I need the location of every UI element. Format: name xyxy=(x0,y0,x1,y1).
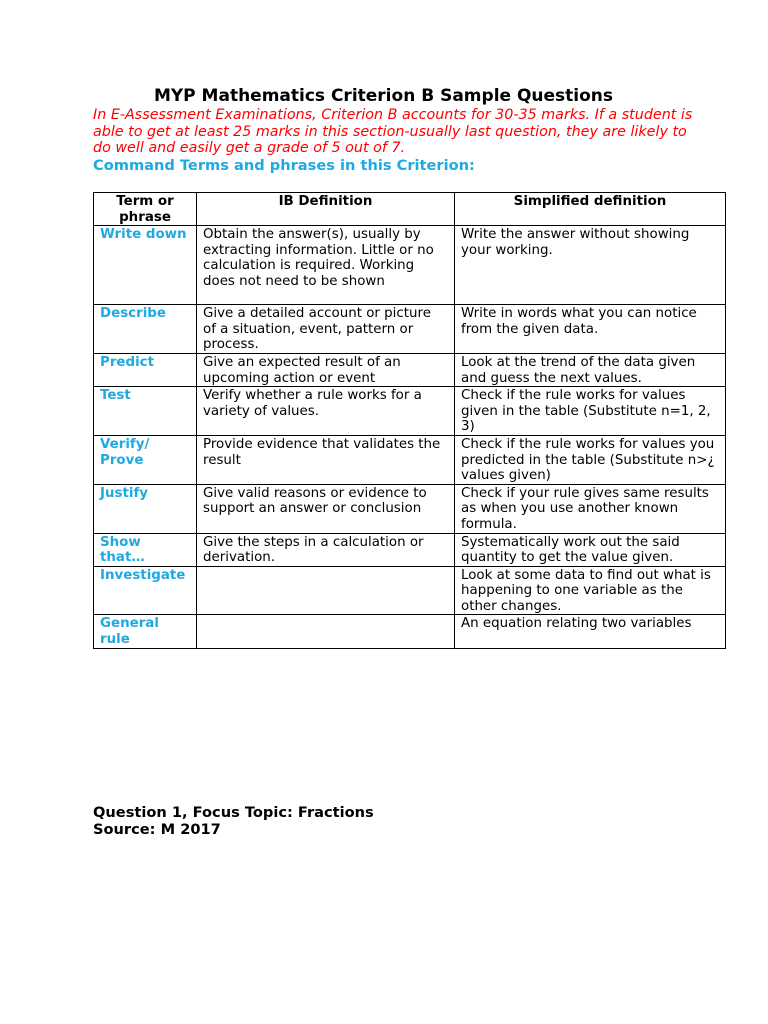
command-terms-table xyxy=(93,192,726,649)
term-cell: General rule xyxy=(94,615,197,648)
intro-paragraph: In E-Assessment Examinations, Criterion B accounts for 30-35 marks. If a student is able to get at least 25 marks in this section-usually last question, they are likely to do well and easily get a grade of 5 out of 7. xyxy=(93,107,693,156)
question-topic: Question 1, Focus Topic: Fractions xyxy=(93,804,374,821)
term-cell: Write down xyxy=(94,226,197,305)
ib-definition-cell: Verify whether a rule works for a variety of values. xyxy=(197,387,455,436)
simplified-definition-cell: Look at the trend of the data given and guess the next values. xyxy=(455,353,726,386)
table-row xyxy=(94,435,726,484)
table-row xyxy=(94,226,726,305)
ib-definition-cell xyxy=(197,566,455,615)
simplified-definition-cell: Systematically work out the said quantity to get the value given. xyxy=(455,533,726,566)
header-simplified-definition: Simplified definition xyxy=(455,193,726,226)
term-cell: Verify/ Prove xyxy=(94,435,197,484)
document-title: MYP Mathematics Criterion B Sample Questions xyxy=(153,86,614,106)
term-cell: Predict xyxy=(94,353,197,386)
term-cell: Investigate xyxy=(94,566,197,615)
table-row xyxy=(94,387,726,436)
simplified-definition-cell: Check if the rule works for values you predicted in the table (Substitute n>¿ values given) xyxy=(455,435,726,484)
simplified-definition-cell: Look at some data to find out what is happening to one variable as the other changes. xyxy=(455,566,726,615)
question-heading xyxy=(93,805,374,838)
command-terms-heading: Command Terms and phrases in this Criterion: xyxy=(93,157,475,174)
table-row xyxy=(94,533,726,566)
table-row xyxy=(94,566,726,615)
table-row xyxy=(94,305,726,354)
table-row xyxy=(94,615,726,648)
term-cell: Test xyxy=(94,387,197,436)
ib-definition-cell: Give valid reasons or evidence to support an answer or conclusion xyxy=(197,484,455,533)
ib-definition-cell xyxy=(197,615,455,648)
term-cell: Show that… xyxy=(94,533,197,566)
ib-definition-cell: Obtain the answer(s), usually by extracting information. Little or no calculation is required. Working does not need to be shown xyxy=(197,226,455,305)
simplified-definition-cell: Write in words what you can notice from the given data. xyxy=(455,305,726,354)
term-cell: Justify xyxy=(94,484,197,533)
simplified-definition-cell: Check if the rule works for values given in the table (Substitute n=1, 2, 3) xyxy=(455,387,726,436)
table-row xyxy=(94,484,726,533)
question-source: Source: M 2017 xyxy=(93,820,221,838)
header-ib-definition: IB Definition xyxy=(197,193,455,226)
simplified-definition-cell: An equation relating two variables xyxy=(455,615,726,648)
header-term: Term or phrase xyxy=(94,193,197,226)
ib-definition-cell: Give a detailed account or picture of a situation, event, pattern or process. xyxy=(197,305,455,354)
ib-definition-cell: Provide evidence that validates the result xyxy=(197,435,455,484)
simplified-definition-cell: Check if your rule gives same results as when you use another known formula. xyxy=(455,484,726,533)
ib-definition-cell: Give the steps in a calculation or derivation. xyxy=(197,533,455,566)
table-row xyxy=(94,353,726,386)
term-cell: Describe xyxy=(94,305,197,354)
table-header-row xyxy=(94,193,726,226)
simplified-definition-cell: Write the answer without showing your working. xyxy=(455,226,726,305)
ib-definition-cell: Give an expected result of an upcoming action or event xyxy=(197,353,455,386)
